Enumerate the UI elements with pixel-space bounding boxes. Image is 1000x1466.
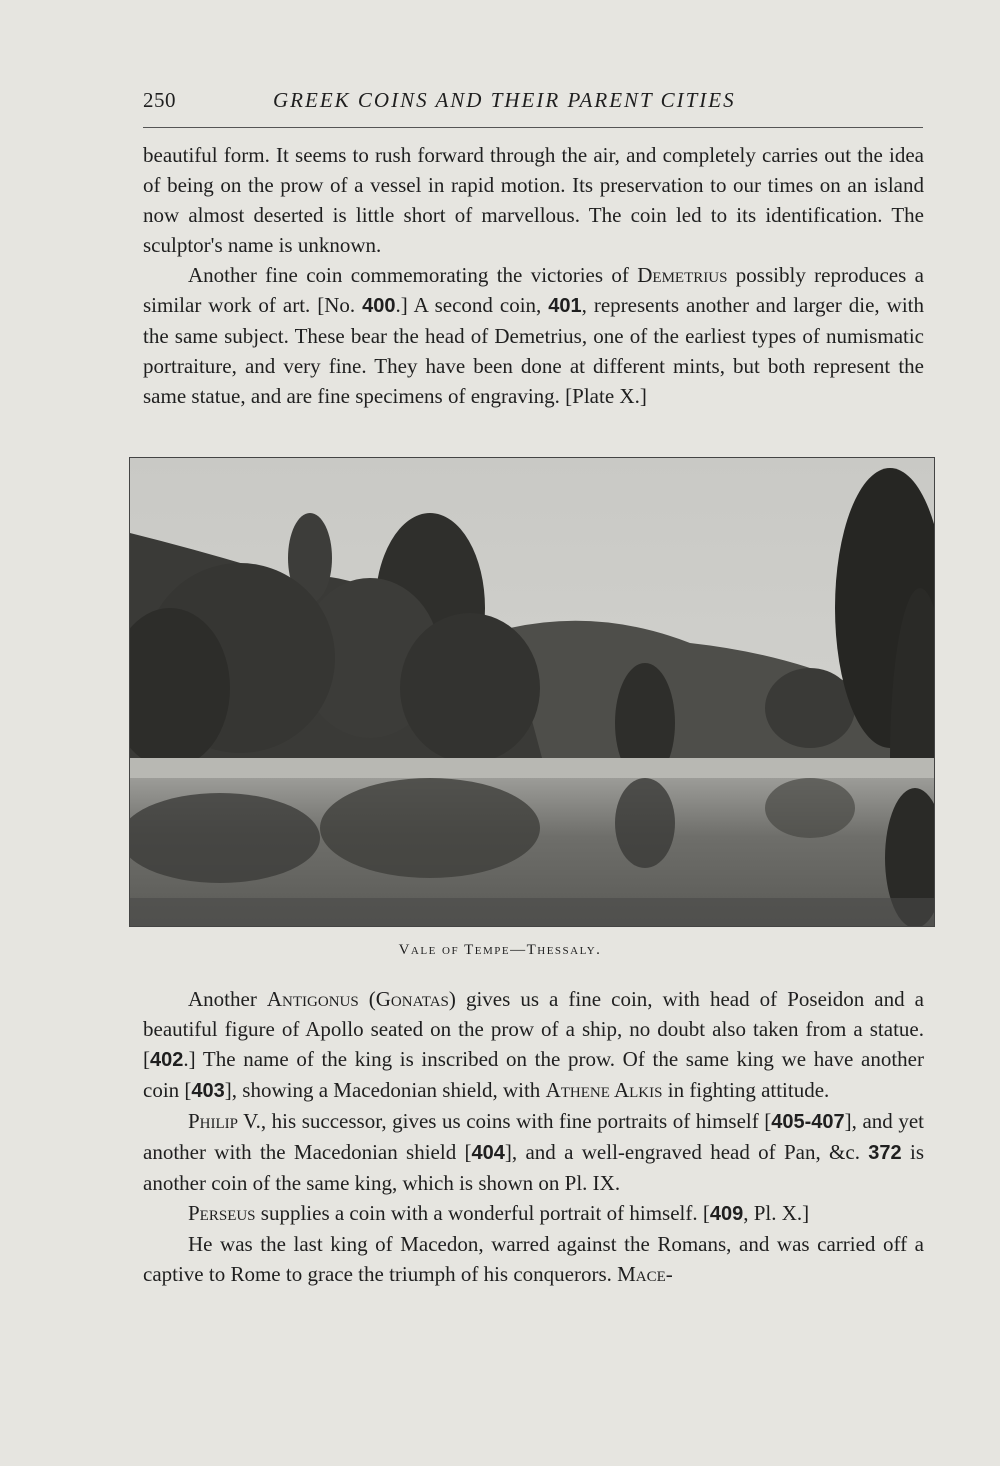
coin-number: 402 — [150, 1049, 184, 1071]
vale-of-tempe-photo — [130, 458, 934, 926]
name-philip: Philip — [188, 1109, 239, 1133]
name-gonatas: Gonatas — [375, 987, 449, 1011]
catchword: Mace- — [617, 1262, 673, 1286]
coin-number: 405-407 — [771, 1111, 845, 1133]
coin-number: 404 — [471, 1142, 505, 1164]
paragraph: Philip V., his successor, gives us coins with fine portraits of himself [405-407], and yet another with the Macedonian shield [404], and a well-engraved head of Pan, &c. 372 is another coin of the same king, which is shown on Pl. IX. — [143, 1109, 925, 1195]
coin-number: 403 — [191, 1080, 225, 1102]
name-perseus: Perseus — [188, 1201, 256, 1225]
paragraph: Another Antigonus (Gonatas) gives us a fine coin, with head of Poseidon and a beautiful figure of Apollo seated on the prow of a ship, no doubt also taken from a statue. [402.] The name of the king is inscribed on the prow. Of the same king we have another coin [403], showing a Macedonian shield, with Athene Alkis in fighting attitude. — [143, 987, 924, 1102]
coin-number: 372 — [868, 1142, 902, 1164]
name-athene-alkis: Athene Alkis — [545, 1078, 663, 1102]
name-antigonus: Antigonus — [266, 987, 359, 1011]
paragraph: Another fine coin commemorating the victories of Demetrius possibly reproduces a similar work of art. [No. 400.] A second coin, 401, represents another and larger die, with the same subject. These bear the head of Demetrius, one of the earliest types of numismatic portraiture, and very fine. They have been done at different mints, but both represent the same statue, and are fine specimens of engraving. [Plate X.] — [143, 263, 924, 408]
running-head — [143, 88, 923, 116]
header-rule — [143, 127, 923, 128]
running-title: GREEK COINS AND THEIR PARENT CITIES — [273, 88, 736, 112]
name-demetrius: Demetrius — [637, 263, 728, 287]
paragraph: Perseus supplies a coin with a wonderful portrait of himself. [409, Pl. X.] — [188, 1201, 810, 1225]
paragraph: He was the last king of Macedon, warred against the Romans, and was carried off a captive to Rome to grace the triumph of his conquerors. Mace- — [143, 1232, 924, 1286]
coin-number: 401 — [548, 295, 582, 317]
figure-caption: Vale of Tempe—Thessaly. — [398, 942, 602, 958]
page-number: 250 — [143, 88, 176, 112]
coin-number: 400 — [362, 295, 396, 317]
landscape-photo — [129, 457, 935, 927]
body-text-top — [143, 140, 924, 411]
paragraph: beautiful form. It seems to rush forward through the air, and completely carries out the idea of being on the prow of a vessel in rapid motion. Its preservation to our times on an island now almost deserted is little short of marvellous. The coin led to its identification. The sculptor's name is unknown. — [143, 143, 924, 257]
coin-number: 409 — [709, 1203, 744, 1225]
body-text-bottom — [143, 984, 924, 1289]
